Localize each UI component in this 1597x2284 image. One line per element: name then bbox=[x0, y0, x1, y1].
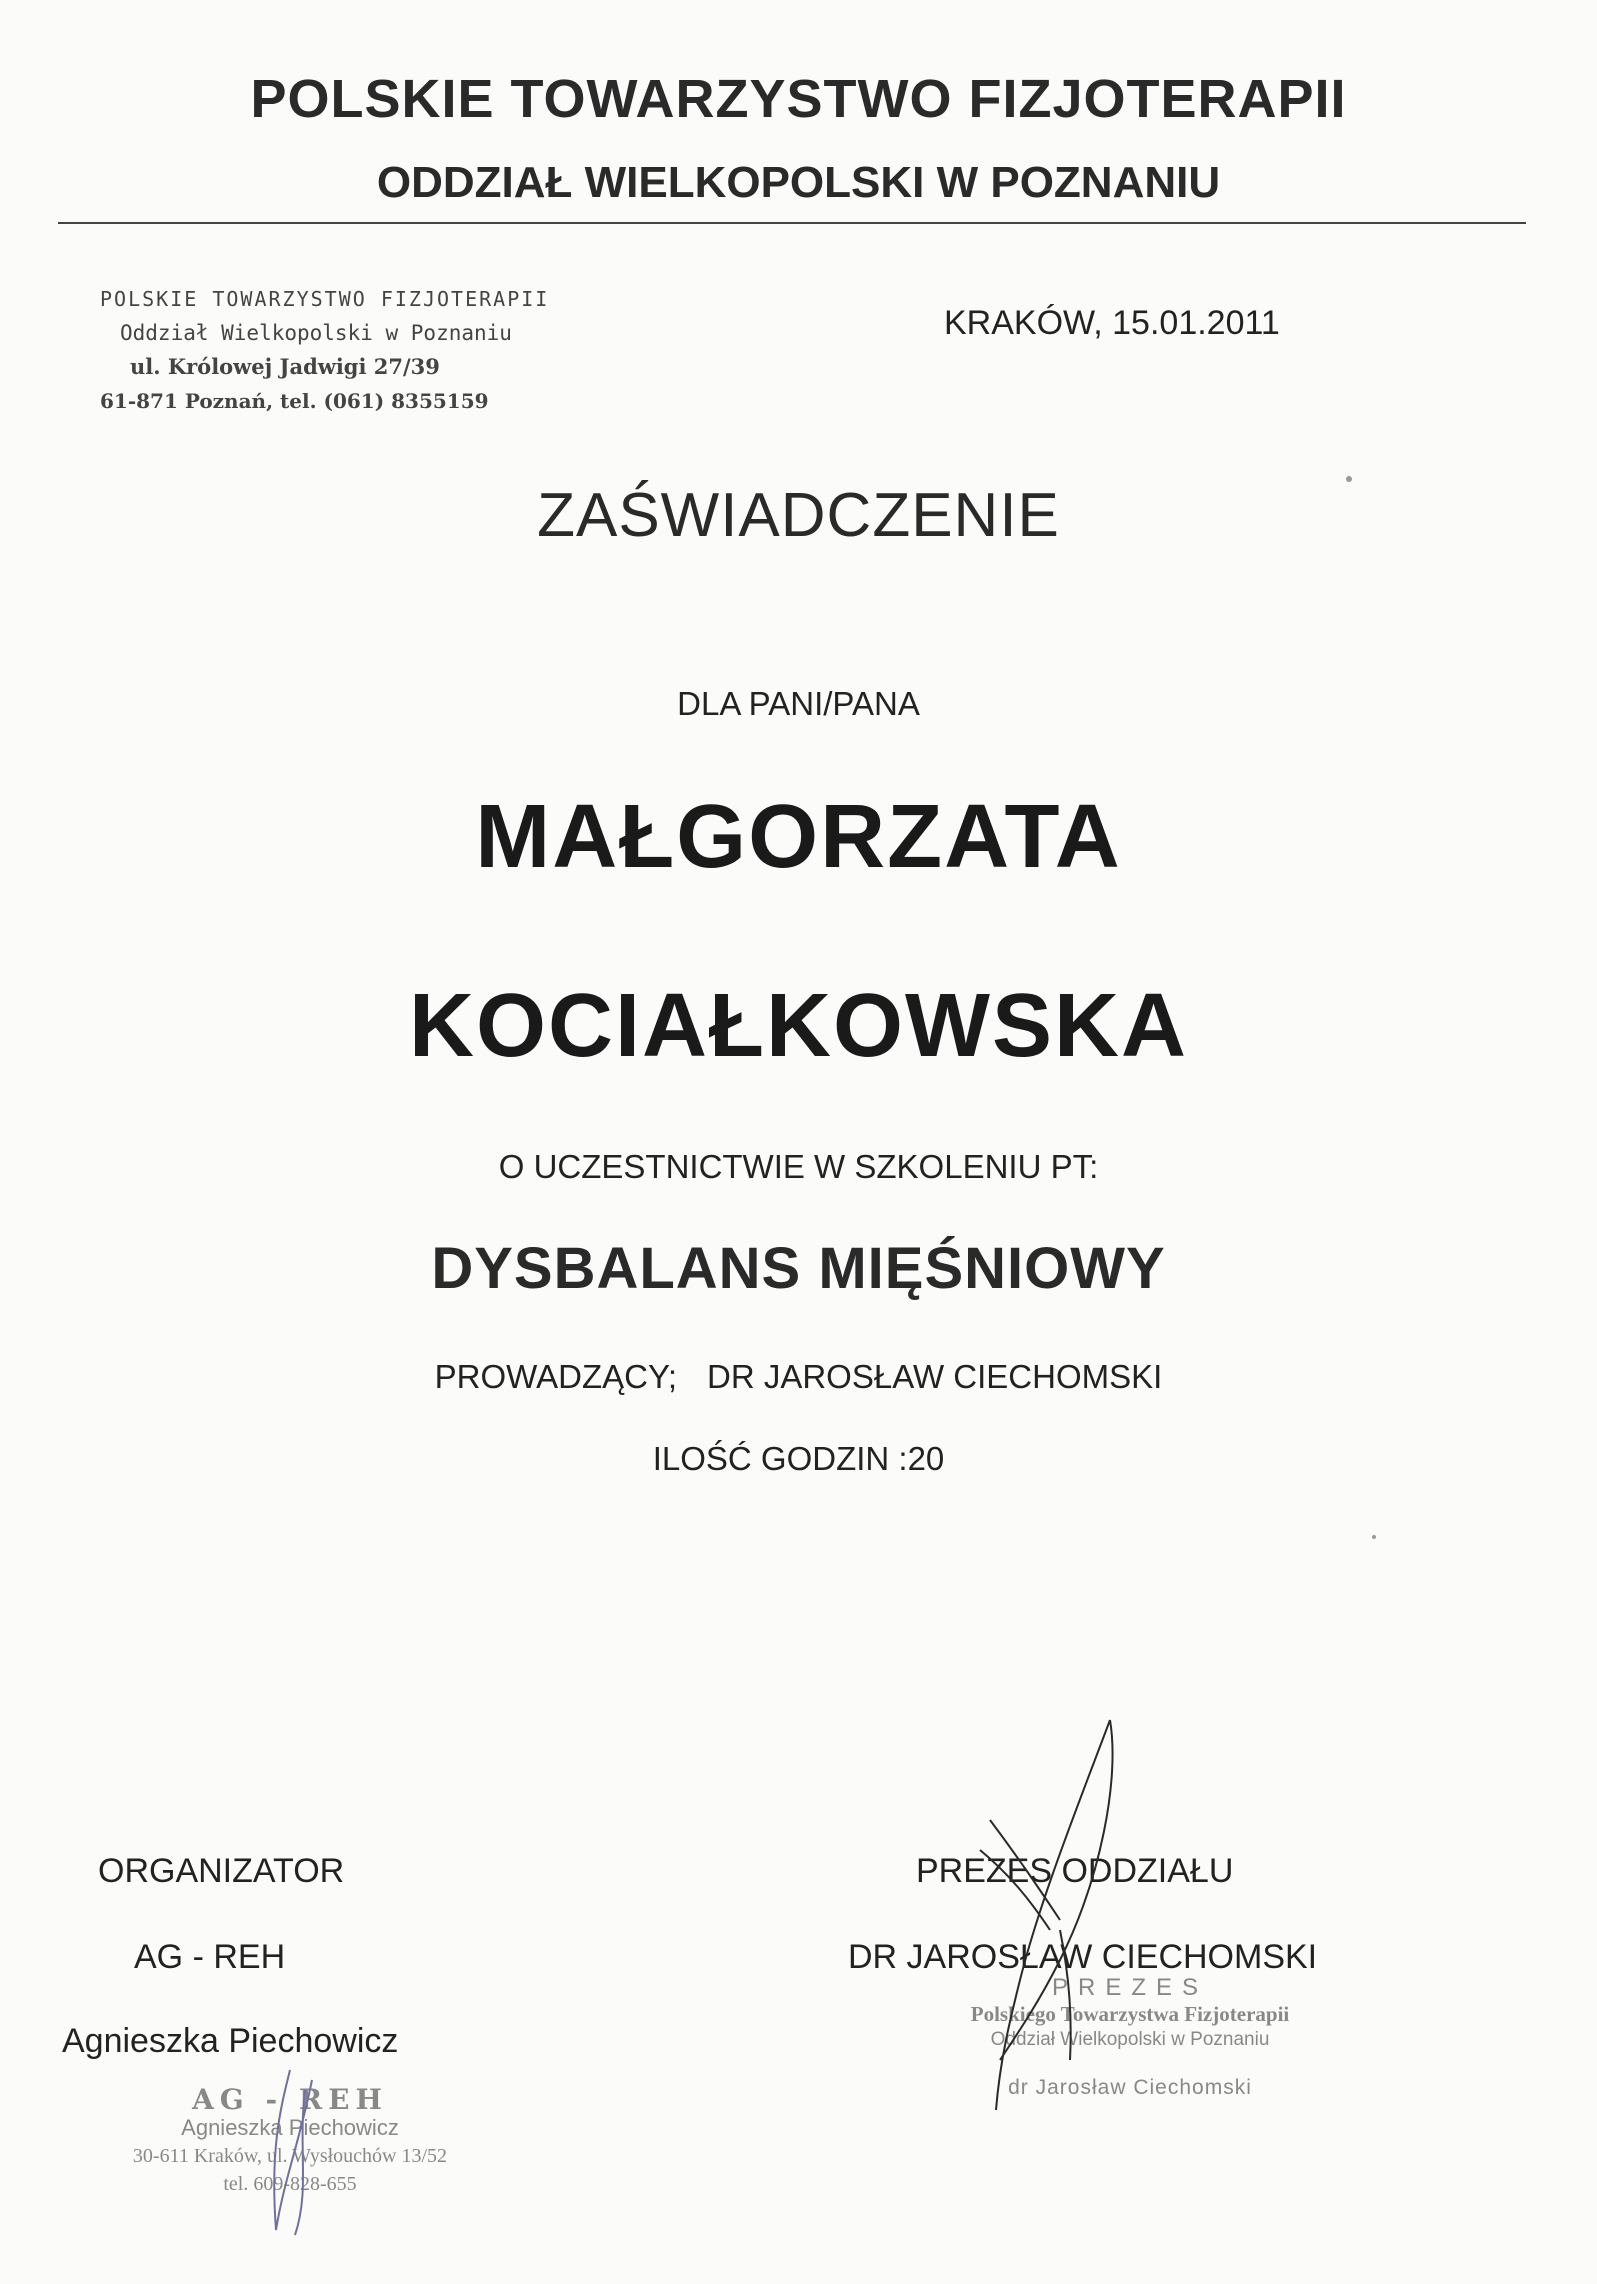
lecturer-name: DR JAROSŁAW CIECHOMSKI bbox=[706, 1358, 1163, 1395]
scan-speck bbox=[1346, 476, 1352, 482]
course-name: DYSBALANS MIĘŚNIOWY bbox=[431, 1236, 1166, 1301]
recipient-label: DLA PANI/PANA bbox=[677, 685, 920, 722]
header-subtitle: ODDZIAŁ WIELKOPOLSKI W POZNANIU bbox=[376, 158, 1221, 207]
recipient-last-name: KOCIAŁKOWSKA bbox=[409, 976, 1188, 1076]
scan-speck bbox=[1372, 1535, 1376, 1539]
president-signature bbox=[960, 1700, 1160, 2120]
organizer-stamp-line-3: 30-611 Kraków, ul. Wysłouchów 13/52 bbox=[132, 2145, 448, 2167]
hours-count: ILOŚĆ GODZIN :20 bbox=[652, 1440, 945, 1477]
stamp-line-2: Oddział Wielkopolski w Poznaniu bbox=[120, 321, 512, 345]
president-stamp-line-3: Oddział Wielkopolski w Poznaniu bbox=[990, 2029, 1270, 2050]
president-name: DR JAROSŁAW CIECHOMSKI bbox=[848, 1938, 1318, 1976]
organization-stamp bbox=[100, 282, 550, 418]
lecturer-label: PROWADZĄCY; bbox=[434, 1358, 677, 1395]
lecturer-line bbox=[0, 1358, 1597, 1396]
organizer-person: Agnieszka Piechowicz bbox=[62, 2022, 399, 2060]
president-stamp-line-2: Polskiego Towarzystwa Fizjoterapii bbox=[970, 2002, 1290, 2026]
header-divider bbox=[58, 222, 1526, 224]
president-stamp-line-4: dr Jarosław Ciechomski bbox=[1008, 2076, 1252, 2099]
stamp-line-1: POLSKIE TOWARZYSTWO FIZJOTERAPII bbox=[100, 287, 550, 311]
participation-text: O UCZESTNICTWIE W SZKOLENIU PT: bbox=[498, 1148, 1099, 1185]
stamp-line-4: 61-871 Poznań, tel. (061) 8355159 bbox=[100, 389, 489, 413]
organizer-label: ORGANIZATOR bbox=[98, 1852, 345, 1890]
recipient-first-name: MAŁGORZATA bbox=[475, 787, 1122, 887]
organizer-stamp-line-1: AG - REH bbox=[192, 2083, 388, 2116]
organizer-stamp-line-4: tel. 609-828-655 bbox=[223, 2173, 357, 2195]
issue-date: KRAKÓW, 15.01.2011 bbox=[944, 304, 1280, 342]
stamp-line-3: ul. Królowej Jadwigi 27/39 bbox=[130, 354, 440, 379]
president-label: PREZES ODDZIAŁU bbox=[916, 1852, 1234, 1890]
organizer-signature bbox=[250, 2060, 340, 2240]
header-title: POLSKIE TOWARZYSTWO FIZJOTERAPII bbox=[250, 69, 1347, 129]
organizer-stamp-line-2: Agnieszka Piechowicz bbox=[181, 2115, 399, 2140]
president-stamp-line-1: PREZES bbox=[1051, 1974, 1209, 2001]
document-title: ZAŚWIADCZENIE bbox=[537, 481, 1060, 550]
organizer-name: AG - REH bbox=[134, 1938, 286, 1976]
